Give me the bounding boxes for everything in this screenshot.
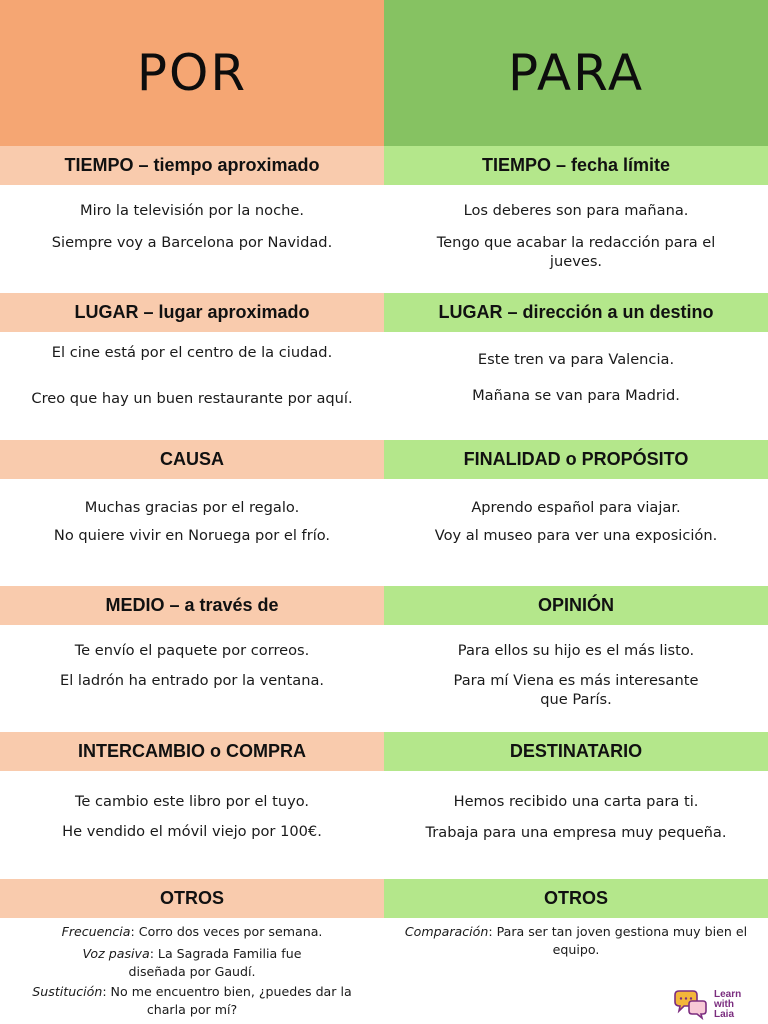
por-lugar-example-1: El cine está por el centro de la ciudad.: [51, 344, 333, 361]
para-destinatario-example-2: Trabaja para una empresa muy pequeña.: [425, 824, 727, 841]
por-otros-term-1: Frecuencia: [61, 924, 131, 939]
para-destinatario-example-1: Hemos recibido una carta para ti.: [453, 793, 699, 810]
por-otros-term-3: Sustitución: [32, 984, 103, 999]
por-otros-term-2: Voz pasiva: [82, 946, 150, 961]
por-otros-text-2: : La Sagrada Familia fue diseñada por Gaudí.: [128, 946, 302, 979]
para-opinion-example-2: Para mí Viena es más interesante que París.: [453, 672, 699, 708]
para-otros-text-1: : Para ser tan joven gestiona muy bien el equipo.: [488, 924, 748, 957]
por-otros-text-1: : Corro dos veces por semana.: [130, 924, 323, 939]
por-lugar-example-2: Creo que hay un buen restaurante por aquí.: [31, 390, 353, 407]
por-tiempo-example-1: Miro la televisión por la noche.: [80, 202, 304, 219]
para-otros-term-1: Comparación: [404, 924, 489, 939]
learn-with-laia-logo: [672, 989, 762, 1021]
por-causa-example-2: No quiere vivir en Noruega por el frío.: [53, 527, 331, 544]
por-section-medio-label: MEDIO – a través de: [0, 586, 384, 625]
para-section-opinion-label: OPINIÓN: [384, 586, 768, 625]
para-lugar-example-2: Mañana se van para Madrid.: [472, 387, 680, 404]
por-intercambio-example-2: He vendido el móvil viejo por 100€.: [62, 823, 322, 840]
por-causa-example-1: Muchas gracias por el regalo.: [84, 499, 300, 516]
para-title: PARA: [507, 44, 645, 102]
para-finalidad-example-1: Aprendo español para viajar.: [471, 499, 681, 516]
por-tiempo-example-2: Siempre voy a Barcelona por Navidad.: [51, 234, 333, 251]
para-header: [384, 0, 768, 146]
chat-bubbles-icon: [672, 990, 716, 1020]
logo-line-2: with: [714, 999, 734, 1010]
para-section-destinatario-label: DESTINATARIO: [384, 732, 768, 771]
para-finalidad-example-2: Voy al museo para ver una exposición.: [434, 527, 718, 544]
logo-text: [714, 990, 741, 1020]
por-section-tiempo-label: TIEMPO – tiempo aproximado: [0, 146, 384, 185]
para-section-otros-label: OTROS: [384, 879, 768, 918]
para-tiempo-example-2: Tengo que acabar la redacción para el jueves.: [436, 234, 716, 270]
para-otros-example-1: [396, 923, 756, 959]
por-otros-example-3: [30, 983, 354, 1019]
por-otros-example-2: [60, 945, 324, 981]
por-section-intercambio-label: INTERCAMBIO o COMPRA: [0, 732, 384, 771]
para-section-finalidad-label: FINALIDAD o PROPÓSITO: [384, 440, 768, 479]
logo-line-1: Learn: [714, 989, 742, 1000]
por-section-causa-label: CAUSA: [0, 440, 384, 479]
por-medio-example-2: El ladrón ha entrado por la ventana.: [59, 672, 325, 689]
por-section-lugar-label: LUGAR – lugar aproximado: [0, 293, 384, 332]
por-header: [0, 0, 384, 146]
para-section-tiempo-label: TIEMPO – fecha límite: [384, 146, 768, 185]
para-lugar-example-1: Este tren va para Valencia.: [477, 351, 675, 368]
por-otros-example-1: [12, 923, 372, 941]
por-otros-text-3: : No me encuentro bien, ¿puedes dar la charla por mí?: [102, 984, 352, 1017]
logo-line-3: Laia: [714, 1009, 735, 1020]
para-section-lugar-label: LUGAR – dirección a un destino: [384, 293, 768, 332]
para-opinion-example-1: Para ellos su hijo es el más listo.: [457, 642, 695, 659]
por-section-otros-label: OTROS: [0, 879, 384, 918]
para-column: [384, 0, 768, 1024]
por-intercambio-example-1: Te cambio este libro por el tuyo.: [74, 793, 310, 810]
para-tiempo-example-1: Los deberes son para mañana.: [463, 202, 689, 219]
por-medio-example-1: Te envío el paquete por correos.: [74, 642, 310, 659]
por-title: POR: [136, 44, 248, 102]
